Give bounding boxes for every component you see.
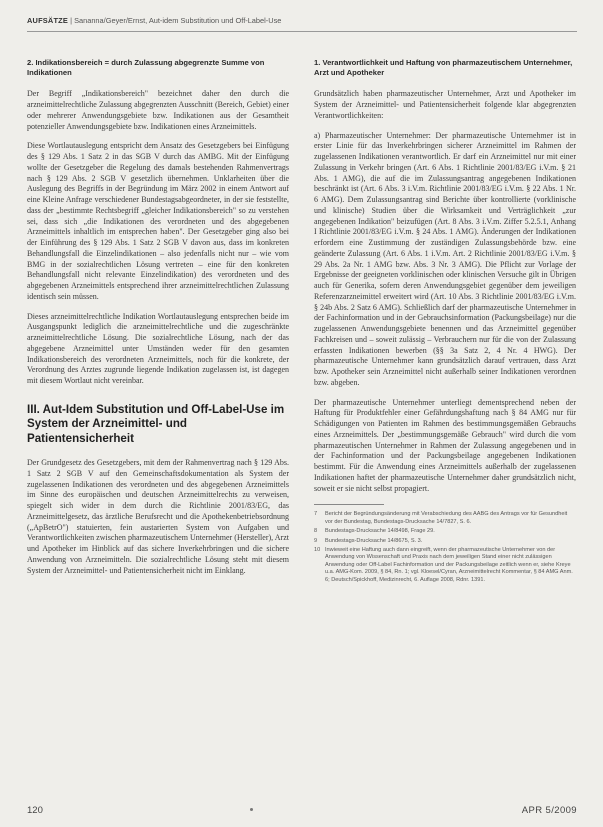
left-subheading: 2. Indikationsbereich = durch Zulassung abgegrenzte Summe von Indikationen — [27, 58, 265, 78]
footnote — [314, 511, 576, 526]
section-heading: III. Aut-Idem Substitution und Off-Label-Use im System der Arzneimittel- und Patientensicherheit — [27, 402, 285, 445]
footnote-number: 9 — [314, 537, 318, 544]
footnote-number: 8 — [314, 528, 318, 535]
right-column — [314, 58, 576, 586]
footnote-text: Inwieweit eine Haftung auch dann eingreift, wenn der pharmazeutische Unternehmer von der Anwendung von Wissenschaft und Praxis nach dem jeweiligen Stand einer nicht zulässigen Anwendung oder Off-Label Fachinformation und der Packungsbeilage zeitlich wenn er, siehe Kreye u.a. AMG-Kom. 2009, § 84, Rn. 1; vgl. Kloesel/Cyran, Arzneimittelrecht Kommentar, § 84 AMG Anm. 6; Deutsch/Spickhoff, Medizinrecht, 6. Auflage 2008, Rdnr. 1391. — [325, 547, 573, 583]
left-paragraph: Dieses arzneimittelrechtliche Indikation Wortlautauslegung entsprechen beide im Ausgangspunkt lediglich die arzneimittelrechtliche und die zugeschränkte arzneimittelrechtliche Lösung. Die sozialrechtliche Lösung, nach der das abgegebene Arzneimittel unter Umständen weder für den gesamten Indikationsbereich des verordneten Arzneimittels, noch für die konkrete, der Verordnung des Arztes zugrunde liegende Indikation zugelassen ist, ist dagegen mit diesem Wortlaut nicht vereinbar. — [27, 311, 289, 386]
footnote-text: Bericht der Begründungsänderung mit Verabschiedung des AABG des Antrags vor für Gesundheit vor der Bundestag, Bundestags-Drucksache 14/7827, S. 6. — [325, 511, 568, 525]
header-rule — [27, 31, 577, 32]
journal-issue: APR 5/2009 — [521, 805, 577, 816]
footnote-text: Bundestags-Drucksache 14/8498, Frage 29. — [325, 528, 435, 535]
footnote — [314, 528, 576, 535]
footer-dot — [250, 808, 253, 811]
header-section-label: AUFSÄTZE — [27, 16, 69, 25]
page-number: 120 — [27, 805, 43, 816]
footnote-number: 10 — [314, 547, 321, 554]
right-paragraph: Grundsätzlich haben pharmazeutischer Unternehmer, Arzt und Apotheker im System der Arzneimittel- und Patientensicherheit folgende klar abgegrenzten Verantwortlichkeiten: — [314, 89, 576, 120]
footnote-number: 7 — [314, 511, 318, 518]
section-paragraph: Der Grundgesetz des Gesetzgebers, mit dem der Rahmenvertrag nach § 129 Abs. 1 Satz 2 SGB V auf den Gemeinschaftsdokumentation als System der zugelassenen Indikationen des verordneten und des abgegebenen Arzneimittels im Sinne des europäischen und deutschen Arzneimittelrechts zu verweisen, spiegelt sich wider in dem durch die Richtlinie 2001/83/EG, das Arzneimittelgesetz, das ärztliche Berufsrecht und die Apothekenbetriebsordnung („ApBetrO") statuierten, fein austarierten System von Aufgaben und Verantwortlichkeiten zwischen pharmazeutischem Unternehmer (Hersteller), Arzt und Apotheker im Hinblick auf das sichere Inverkehrbringen und die sichere Anwendung von Arzneimitteln. Die sozialrechtliche Lösung steht mit diesem System der Arzneimittel- und Patientensicherheit nicht im Einklang. — [27, 458, 289, 575]
right-paragraph: a) Pharmazeutischer Unternehmer: Der pharmazeutische Unternehmer ist in erster Linie für das Inverkehrbringen sicherer Arzneimittel im Rahmen der zugelassenen Indikationen verantwortlich. Er darf ein Arzneimittel nur mit einer Zulassung in Verkehr bringen (Art. 6 Abs. 1 Richtlinie 2001/83/EG i.V.m. § 21 Abs. 1 AMG), die auf die im Zulassungsantrag angegebenen Indikationen beschränkt ist (Art. 6 Abs. 3 i.V.m. Richtlinie 2001/83/EG i.V.m. § 22 Abs. 1 Nr. 6 AMG). Dem Zulassungsantrag sind Berichte über kontrollierte (vorklinische und klinische) Studien über die Wirksamkeit und Verträglichkeit „zur angegebenen Indikation" beizufügen (Art. 8 Abs. 3 i.V.m. Ziffer 5.2.5.1, Anhang I Richtlinie 2001/83/EG i.V.m. § 24 Abs. 1 AMG). Änderungen der Indikationen erfordern eine Zustimmung der zuständigen Zulassungsbehörde bzw. eine geänderte Zulassung (Art. 6 Abs. 1 i.V.m. Art. 2 Richtlinie 2001/83/EG i.V.m. § 29 Abs. 2a Nr. 1 AMG bzw. Abs. 3 Nr. 3 AMG). Die Pflicht zur Vorlage der Ergebnisse der geeigneten vorklinischen oder klinischen Versuche gilt in Übrigen auch für Generika, sofern deren Anwendungsgebiet gegenüber dem jeweiligen Referenzarzneimittel erweitert wird (Art. 10 Abs. 3 Richtlinie 2001/83/EG i.V.m. § 24b Abs. 2 Satz 6 AMG). Schließlich darf der pharmazeutische Unternehmer in der Fachinformation und in der Gebrauchsinformation (Packungsbeilage) nur die zugelassenen Anwendungsgebiete benennen und das Arzneimittel gegenüber Fachkreisen und – soweit zulässig – Verbrauchern nur für die von der Zulassung erfassten Indikationen bewerben (§§ 3a Satz 2, 4 Nr. 4 HWG). Der pharmazeutische Unternehmer kann grundsätzlich darauf vertrauen, dass Arzt bzw. Apotheker sein Arzneimittel nicht außerhalb seiner Indikationen verordnen bzw. abgeben. — [314, 130, 576, 387]
footnote-rule — [314, 504, 384, 505]
left-column — [27, 58, 289, 585]
right-subheading: 1. Verantwortlichkeit und Haftung von pharmazeutischem Unternehmer, Arzt und Apotheker — [314, 58, 573, 78]
running-header: AUFSÄTZE | Sananna/Geyer/Ernst, Aut-idem Substitution und Off-Label-Use — [27, 16, 282, 25]
footnote — [314, 538, 576, 545]
footnote — [314, 547, 576, 584]
footnote-text: Bundestags-Drucksache 14/8675, S. 3. — [325, 537, 423, 544]
right-paragraph: Der pharmazeutische Unternehmer unterliegt dementsprechend neben der Haftung für Produktfehler einer Gefährdungshaftung nach § 84 AMG nur für Schädigungen von Patienten im Rahmen des bestimmungsgemäßen Gebrauchs eines Arzneimittels. Der „bestimmungsgemäße Gebrauch" wird durch die vom pharmazeutischen Unternehmer in Rahmen der Zulassung angegebenen und in der Fachinformation und der Packungsbeilage angegebenen Indikationen bestimmt. Für die Anwendung eines Arzneimittels außerhalb der zugelassenen Indikationen haftet der pharmazeutische Unternehmer daher grundsätzlich nicht, soweit er sie nicht selbst propagiert. — [314, 397, 576, 493]
header-authors-title: Sananna/Geyer/Ernst, Aut-idem Substitution und Off-Label-Use — [74, 16, 282, 25]
left-paragraph: Der Begriff „Indikationsbereich" bezeichnet daher den durch die arzneimittelrechtliche Zulassung abgegrenzten Ausschnitt (Bereich, Gebiet) einer oder mehrerer Anwendungsgebiete bzw. Indikationen aus der Gesamtheit potenzieller Anwendungsgebiete bzw. Indikationen eines Arzneimittels. — [27, 89, 289, 131]
left-paragraph: Diese Wortlautauslegung entspricht dem Ansatz des Gesetzgebers bei Einfügung des § 129 Abs. 1 Satz 2 in das SGB V durch das AMBG. Mit der Einfügung wollte der Gesetzgeber die Regelung des damals bestehenden Rahmenvertrags nach § 129 Abs. 2 SGB V gesetzlich übernehmen. Unklarheiten über die Auslegung des Begriffs in der Begründung im März 2002 in einem Antwort auf eine Kleine Anfrage verschiedener Bundestagsabgeordneter, in der sie feststellte, dass der „bestimmte Rechtsbegriff „gleicher Indikationsbereich" so zu verstehen sei, dass sich „die Indikationen des verordneten und des abgegebenen Arzneimittels inhaltlich im entsprechen haben". Der Gesetzgeber ging also bei der Einführung des § 129 Abs. 1 Satz 2 SGB V davon aus, dass im konkreten Behandlungsfall die Einzelindikationen – also jedenfalls nicht nur – wie vom BMG in der sozialrechtlichen Lösung vertreten – eine für den konkreten Behandlungsfall nicht relevante Einzelindikation) des verordneten und des abgegebenen Arzneimittels entsprechend ihrer arzneimittelrechtlichen Zulassung identisch sein müssen. — [27, 141, 289, 301]
